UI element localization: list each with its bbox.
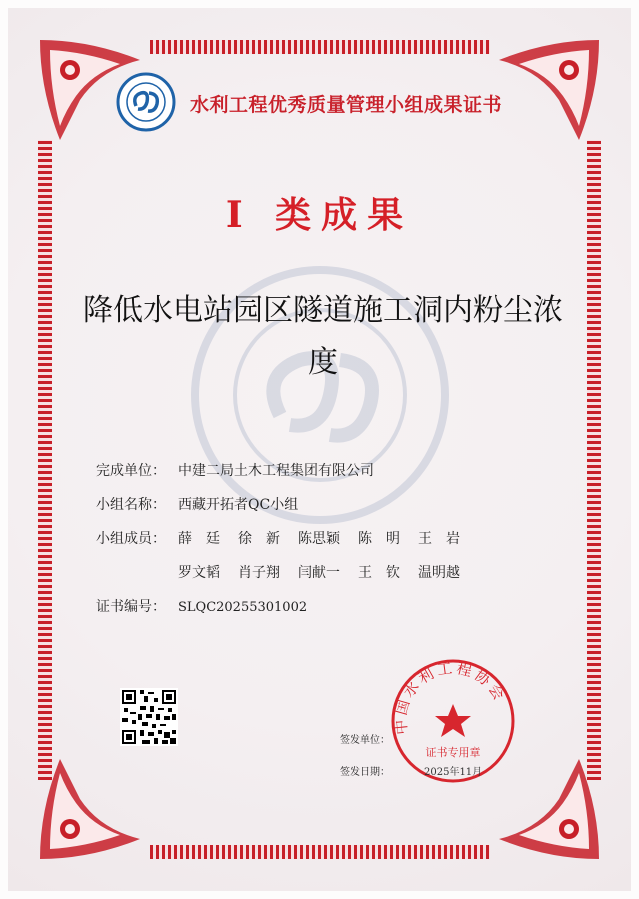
cert-number-row [96,596,307,616]
project-title: 降低水电站园区隧道施工洞内粉尘浓度 [83,293,563,380]
corner-ornament-top-right [489,30,609,150]
member-name: 陈思颖 [298,531,340,547]
award-grade: I 类成果 [225,194,414,236]
member-name: 闫献一 [298,565,340,581]
unit-label: 完成单位： [96,463,166,479]
group-label: 小组名称： [96,497,166,513]
member-name: 肖子翔 [238,565,280,581]
cert-number-label: 证书编号： [96,599,166,615]
certificate-title: 水利工程优秀质量管理小组成果证书 [190,94,503,116]
members-list-row-2 [178,562,478,582]
unit-row [96,460,374,480]
top-border [150,40,490,54]
qr-code-icon[interactable] [120,688,178,746]
issue-date-label: 签发日期： [340,767,390,778]
members-label: 小组成员： [96,531,166,547]
group-value: 西藏开拓者QC小组 [178,497,299,513]
seal-bottom-text: 证书专用章 [425,746,481,759]
seal-ring-text: 中国水利工程协会 [391,658,510,736]
unit-value: 中建二局土木工程集团有限公司 [178,463,374,479]
bottom-border [150,845,490,859]
member-name: 罗文韬 [178,565,220,581]
member-name: 薛 廷 [178,531,220,547]
association-logo-icon [116,72,176,132]
member-name: 王 岩 [418,531,460,547]
member-name: 王 钦 [358,565,400,581]
member-name: 陈 明 [358,531,400,547]
group-row [96,494,298,514]
corner-ornament-bottom-left [30,749,150,869]
issue-date-value: 2025年11月 [424,767,483,778]
member-name: 温明越 [418,565,460,581]
member-name: 徐 新 [238,531,280,547]
members-row [96,528,178,548]
members-list-row-1 [178,528,478,548]
cert-number-value: SLQC20255301002 [178,600,308,615]
issuer-unit-label: 签发单位： [340,735,390,746]
